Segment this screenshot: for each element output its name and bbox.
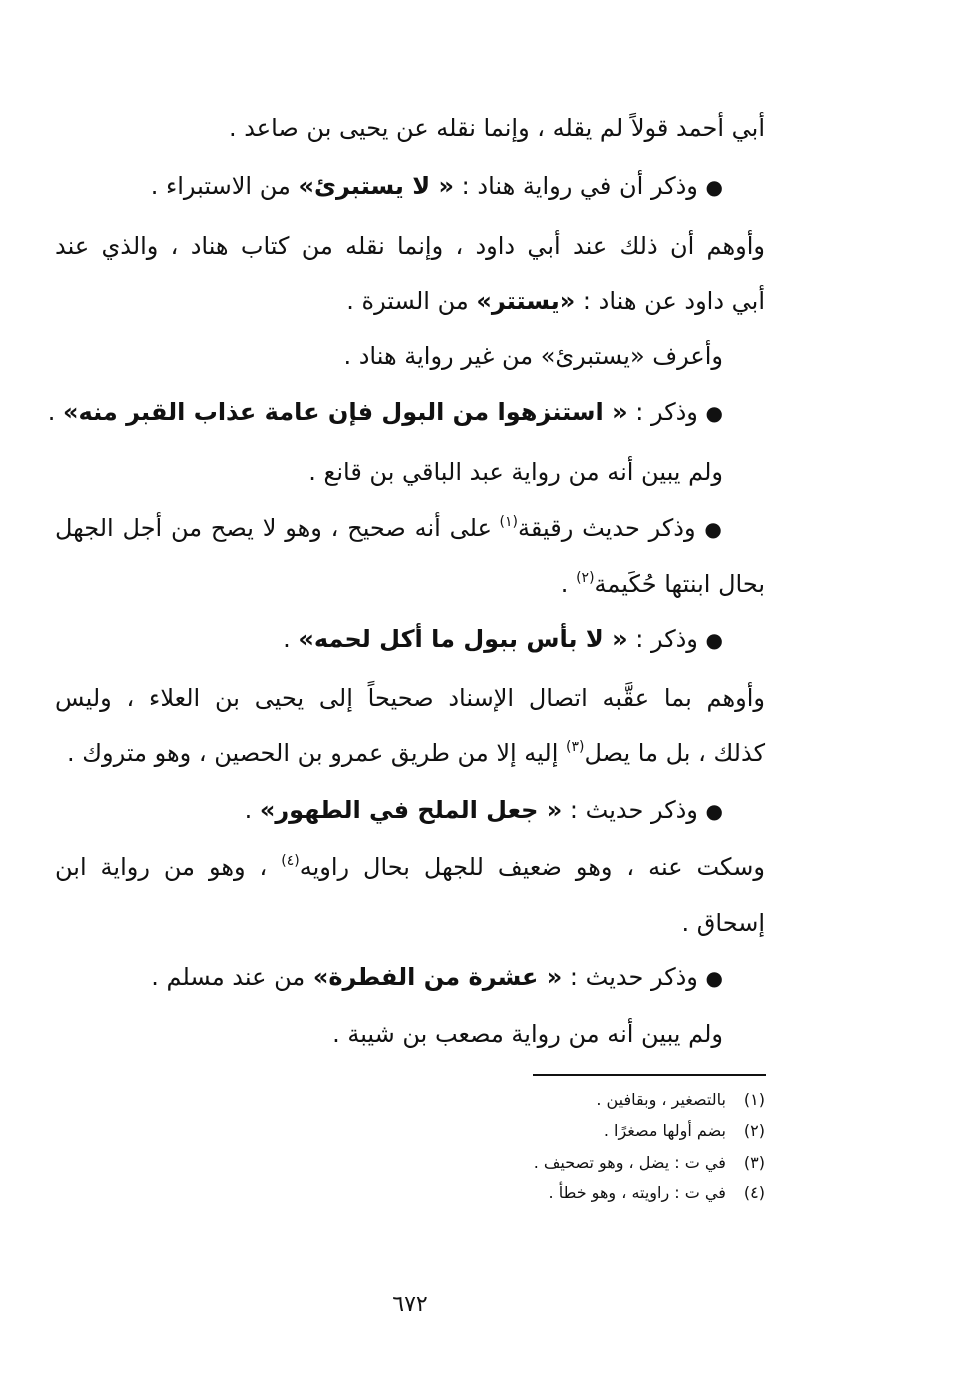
line-text: وذكر حديث رقيقة [518,514,696,542]
line-text: ولم يبين أنه من رواية عبد الباقي بن قانع . [308,458,723,486]
text-line-4 [346,281,765,321]
line-text: وذكر : [627,398,698,426]
line-text: وذكر حديث : [562,796,698,824]
text-line-2 [151,166,723,206]
text-line-16 [151,957,723,997]
line-text: على أنه صحيح ، وهو لا يصح من أجل الجهل [55,514,500,542]
footnote-number: (٣) [743,1153,765,1172]
line-text: وأوهم أن ذلك عند أبي داود ، وإنما نقله من كتاب هناد ، والذي عند [55,232,765,260]
line-text: أبي أحمد قولاً لم يقله ، وإنما نقله عن يحيى بن صاعد . [228,114,765,142]
footnote-number: (١) [743,1090,765,1109]
hadith-quote: «يستتر» [476,287,576,315]
bullet-icon: ● [705,799,723,823]
bullet-icon: ● [705,966,723,990]
text-line-5 [343,336,723,376]
footnote-1 [596,1087,765,1113]
text-line-9 [561,564,765,604]
line-text: إليه إلا من طريق عمرو بن الحصين ، وهو متروك . [66,739,567,767]
hadith-quote: « جعل الملح في الطهور» [259,796,563,824]
footnote-ref: (٣) [566,739,585,755]
bullet-icon: ● [705,628,723,652]
text-line-8 [55,508,723,548]
line-text: وأعرف «يستبرئ» من غير رواية هناد . [343,342,723,370]
line-text: ولم يبين أنه من رواية مصعب بن شيبة . [332,1020,723,1048]
line-text: وذكر حديث : [562,963,698,991]
line-text: كذلك ، بل ما يصل [584,739,765,767]
bullet-icon: ● [705,175,723,199]
footnote-divider [533,1074,766,1076]
footnote-3 [534,1150,765,1176]
footnote-2 [604,1118,765,1144]
footnote-4 [549,1180,765,1206]
line-text: من الاستبراء . [150,172,299,200]
text-line-15 [682,903,765,943]
line-text: من عند مسلم . [151,963,313,991]
line-text: . [244,796,260,824]
line-text: وذكر : [627,625,698,653]
line-text: . [560,570,577,598]
footnote-text: في ت : راويته ، وهو خطأ . [548,1183,726,1202]
text-line-17 [332,1014,723,1054]
hadith-quote: « لا بأس ببول ما أكل لحمه» [298,625,628,653]
line-text: وأوهم بما عقَّبه اتصال الإسناد صحيحاً إلى يحيى بن العلاء ، وليس [55,684,765,712]
footnote-number: (٢) [743,1121,765,1140]
hadith-quote: « عشرة من الفطرة» [312,963,563,991]
footnote-text: بضم أولها مصغرًا . [603,1121,726,1140]
line-text: أبي داود عن هناد : [575,287,765,315]
text-line-13 [245,790,723,830]
line-text: ، وهو من رواية ابن [55,853,282,881]
footnote-text: في ت : يضل ، وهو تصحيف . [533,1153,726,1172]
text-line-6 [48,392,723,432]
text-line-11 [55,678,765,718]
text-line-7 [308,452,723,492]
footnote-number: (٤) [743,1183,765,1202]
hadith-quote: « لا يستبرئ» [298,172,455,200]
line-text: . [283,625,299,653]
text-line-3 [55,226,765,266]
text-line-10 [283,619,723,659]
footnote-text: بالتصغير ، وبقافين . [596,1090,726,1109]
footnote-ref: (١) [499,514,518,530]
line-text: بحال ابنتها حُكَيمة [594,570,765,598]
bullet-icon: ● [705,401,723,425]
line-text: من السترة . [346,287,477,315]
line-text: وسكت عنه ، وهو ضعيف للجهل بحال راويه [299,853,766,881]
line-text: وذكر أن في رواية هناد : [454,172,698,200]
text-line-1 [229,108,765,148]
line-text: إسحاق . [681,909,765,937]
text-line-14 [55,847,765,887]
line-text: . [47,398,64,426]
hadith-quote: « استنزهوا من البول فإن عامة عذاب القبر منه» [63,398,628,426]
footnote-ref: (٢) [576,570,595,586]
text-line-12 [66,733,765,773]
footnote-ref: (٤) [281,853,300,869]
bullet-icon: ● [704,517,723,541]
page-number: ٦٧٢ [392,1292,428,1317]
